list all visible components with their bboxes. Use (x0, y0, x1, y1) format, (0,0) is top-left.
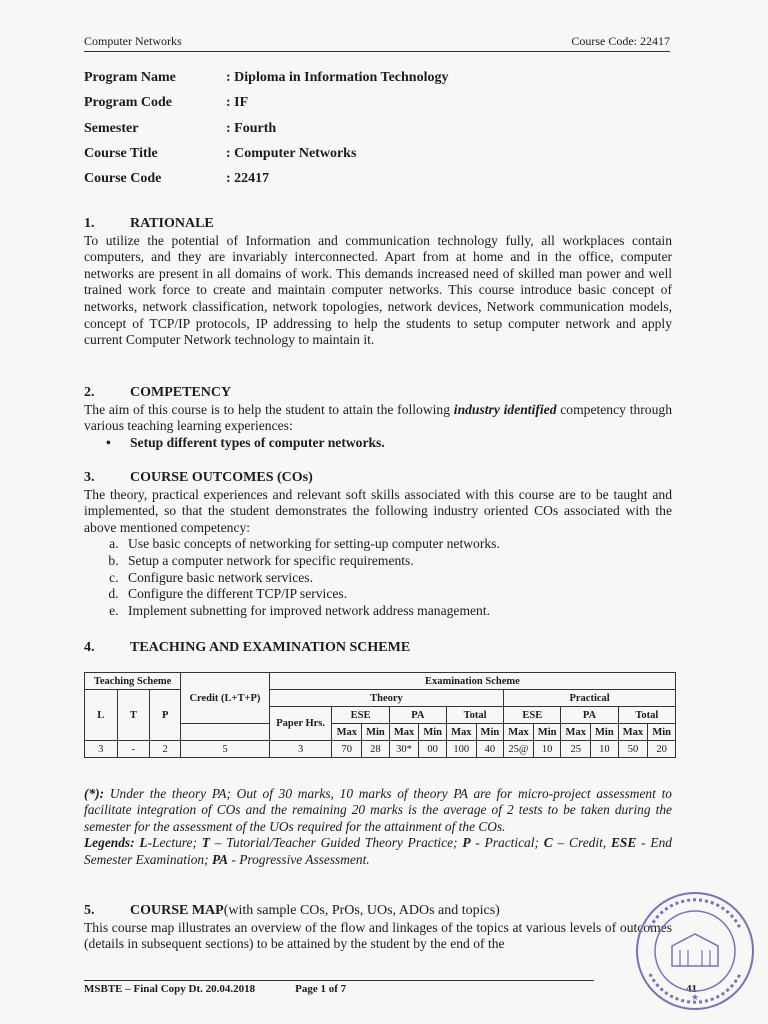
table-header: Examination Scheme (269, 673, 675, 690)
section-rationale (84, 216, 672, 349)
list-item: a. Use basic concepts of networking for setting-up computer networks. (122, 536, 672, 553)
teaching-exam-table: Teaching Scheme Credit (L+T+P) Examination Scheme L T P Theory Practical Paper Hrs. ESE PA Total ESE PA Total Max Min Max Min Max Min Max Min Max Min Max Min 3 - 2 5 3 70 28 30* 00 100 40 25@ 10 25 10 50 20 (84, 672, 676, 758)
info-row: Program Name : Diploma in Information Technology (84, 70, 449, 85)
info-row: Course Title : Computer Networks (84, 145, 357, 161)
info-row: Semester : Fourth (84, 120, 277, 136)
section-heading: 3. COURSE OUTCOMES (COs) (84, 470, 313, 485)
section-heading: 2. COMPETENCY (84, 385, 232, 400)
list-item: b. Setup a computer network for specific requirements. (122, 553, 672, 570)
list-item: c. Configure basic network services. (122, 570, 672, 587)
competency-text: The aim of this course is to help the student to attain the following industry identified competency through various teaching learning experiences: (84, 401, 672, 434)
table-header: Credit (L+T+P) (181, 673, 270, 724)
footer-copy: MSBTE – Final Copy Dt. 20.04.2018 (84, 983, 256, 995)
outcomes-intro: The theory, practical experiences and relevant soft skills associated with this course are to be taught and implemented, so that the student demonstrates the following industry oriented COs associated with the above mentioned competency: (84, 486, 672, 535)
header-course-code: Course Code: 22417 (571, 34, 670, 48)
outcomes-list (84, 536, 672, 619)
scheme-note: (*): Under the theory PA; Out of 30 marks, 10 marks of theory PA are for micro-project assessment to facilitate integration of COs and the remaining 20 marks is the average of 2 tests to be taken during the semester for the assessment of the UOs required for the attainment of the COs. Legends: L-Lecture; T – Tutorial/Teacher Guided Theory Practice; P - Practical; C – Credit, ESE - End Semester Examination; PA - Progressive Assessment. (84, 786, 672, 867)
info-row: Course Code : 22417 (84, 171, 270, 187)
program-info (84, 70, 448, 196)
svg-text:★: ★ (690, 992, 700, 1002)
table-header: Teaching Scheme (85, 673, 181, 690)
info-row: Program Code : IF (84, 95, 249, 111)
header-course-name: Computer Networks (84, 34, 182, 48)
table-header: Practical (504, 690, 676, 707)
section-competency (84, 385, 672, 451)
section-course-outcomes (84, 470, 672, 619)
page-number-label: Page 1 of 7 (295, 983, 347, 995)
table-header: Theory (269, 690, 503, 707)
section-course-map (84, 903, 672, 953)
section-heading: 4. TEACHING AND EXAMINATION SCHEME (84, 640, 411, 655)
running-header (84, 34, 670, 52)
page-footer (84, 980, 594, 995)
competency-bullet: • Setup different types of computer networks. (106, 434, 385, 450)
board-seal-stamp (632, 888, 758, 1014)
list-item: d. Configure the different TCP/IP services. (122, 586, 672, 603)
page-serial: 41 (686, 983, 697, 995)
section-heading: 5. COURSE MAP (with sample COs, PrOs, UOs, ADOs and topics) (84, 903, 500, 918)
table-row: 3 - 2 5 3 70 28 30* 00 100 40 25@ 10 25 10 50 20 (85, 741, 676, 758)
course-map-text: This course map illustrates an overview of the flow and linkages of the topics at various levels of outcomes (details in subsequent sections) to be attained by the student by the end of the (84, 919, 672, 952)
legends: Legends: L-Lecture; T – Tutorial/Teacher Guided Theory Practice; P - Practical; C – Credit, ESE - End Semester Examination; PA - Progressive Assessment. (84, 835, 672, 867)
section-scheme (84, 640, 672, 657)
list-item: e. Implement subnetting for improved network address management. (122, 603, 672, 620)
section-heading: 1. RATIONALE (84, 216, 214, 231)
rationale-text: To utilize the potential of Information and communication technology fully, all workplaces contain computers, and they are invariably interconnected. Apart from at home and in the office, computer networks are present in all domains of work. This demands increased need of skilled man power and well trained work force to create and maintain computer networks. This course introduce basic concept of networks, network classification, network topologies, network devices, Network communication models, concept of TCP/IP protocols, IP addressing to help the students to setup computer network and apply current Computer Network technology to maintain it. (84, 232, 672, 348)
